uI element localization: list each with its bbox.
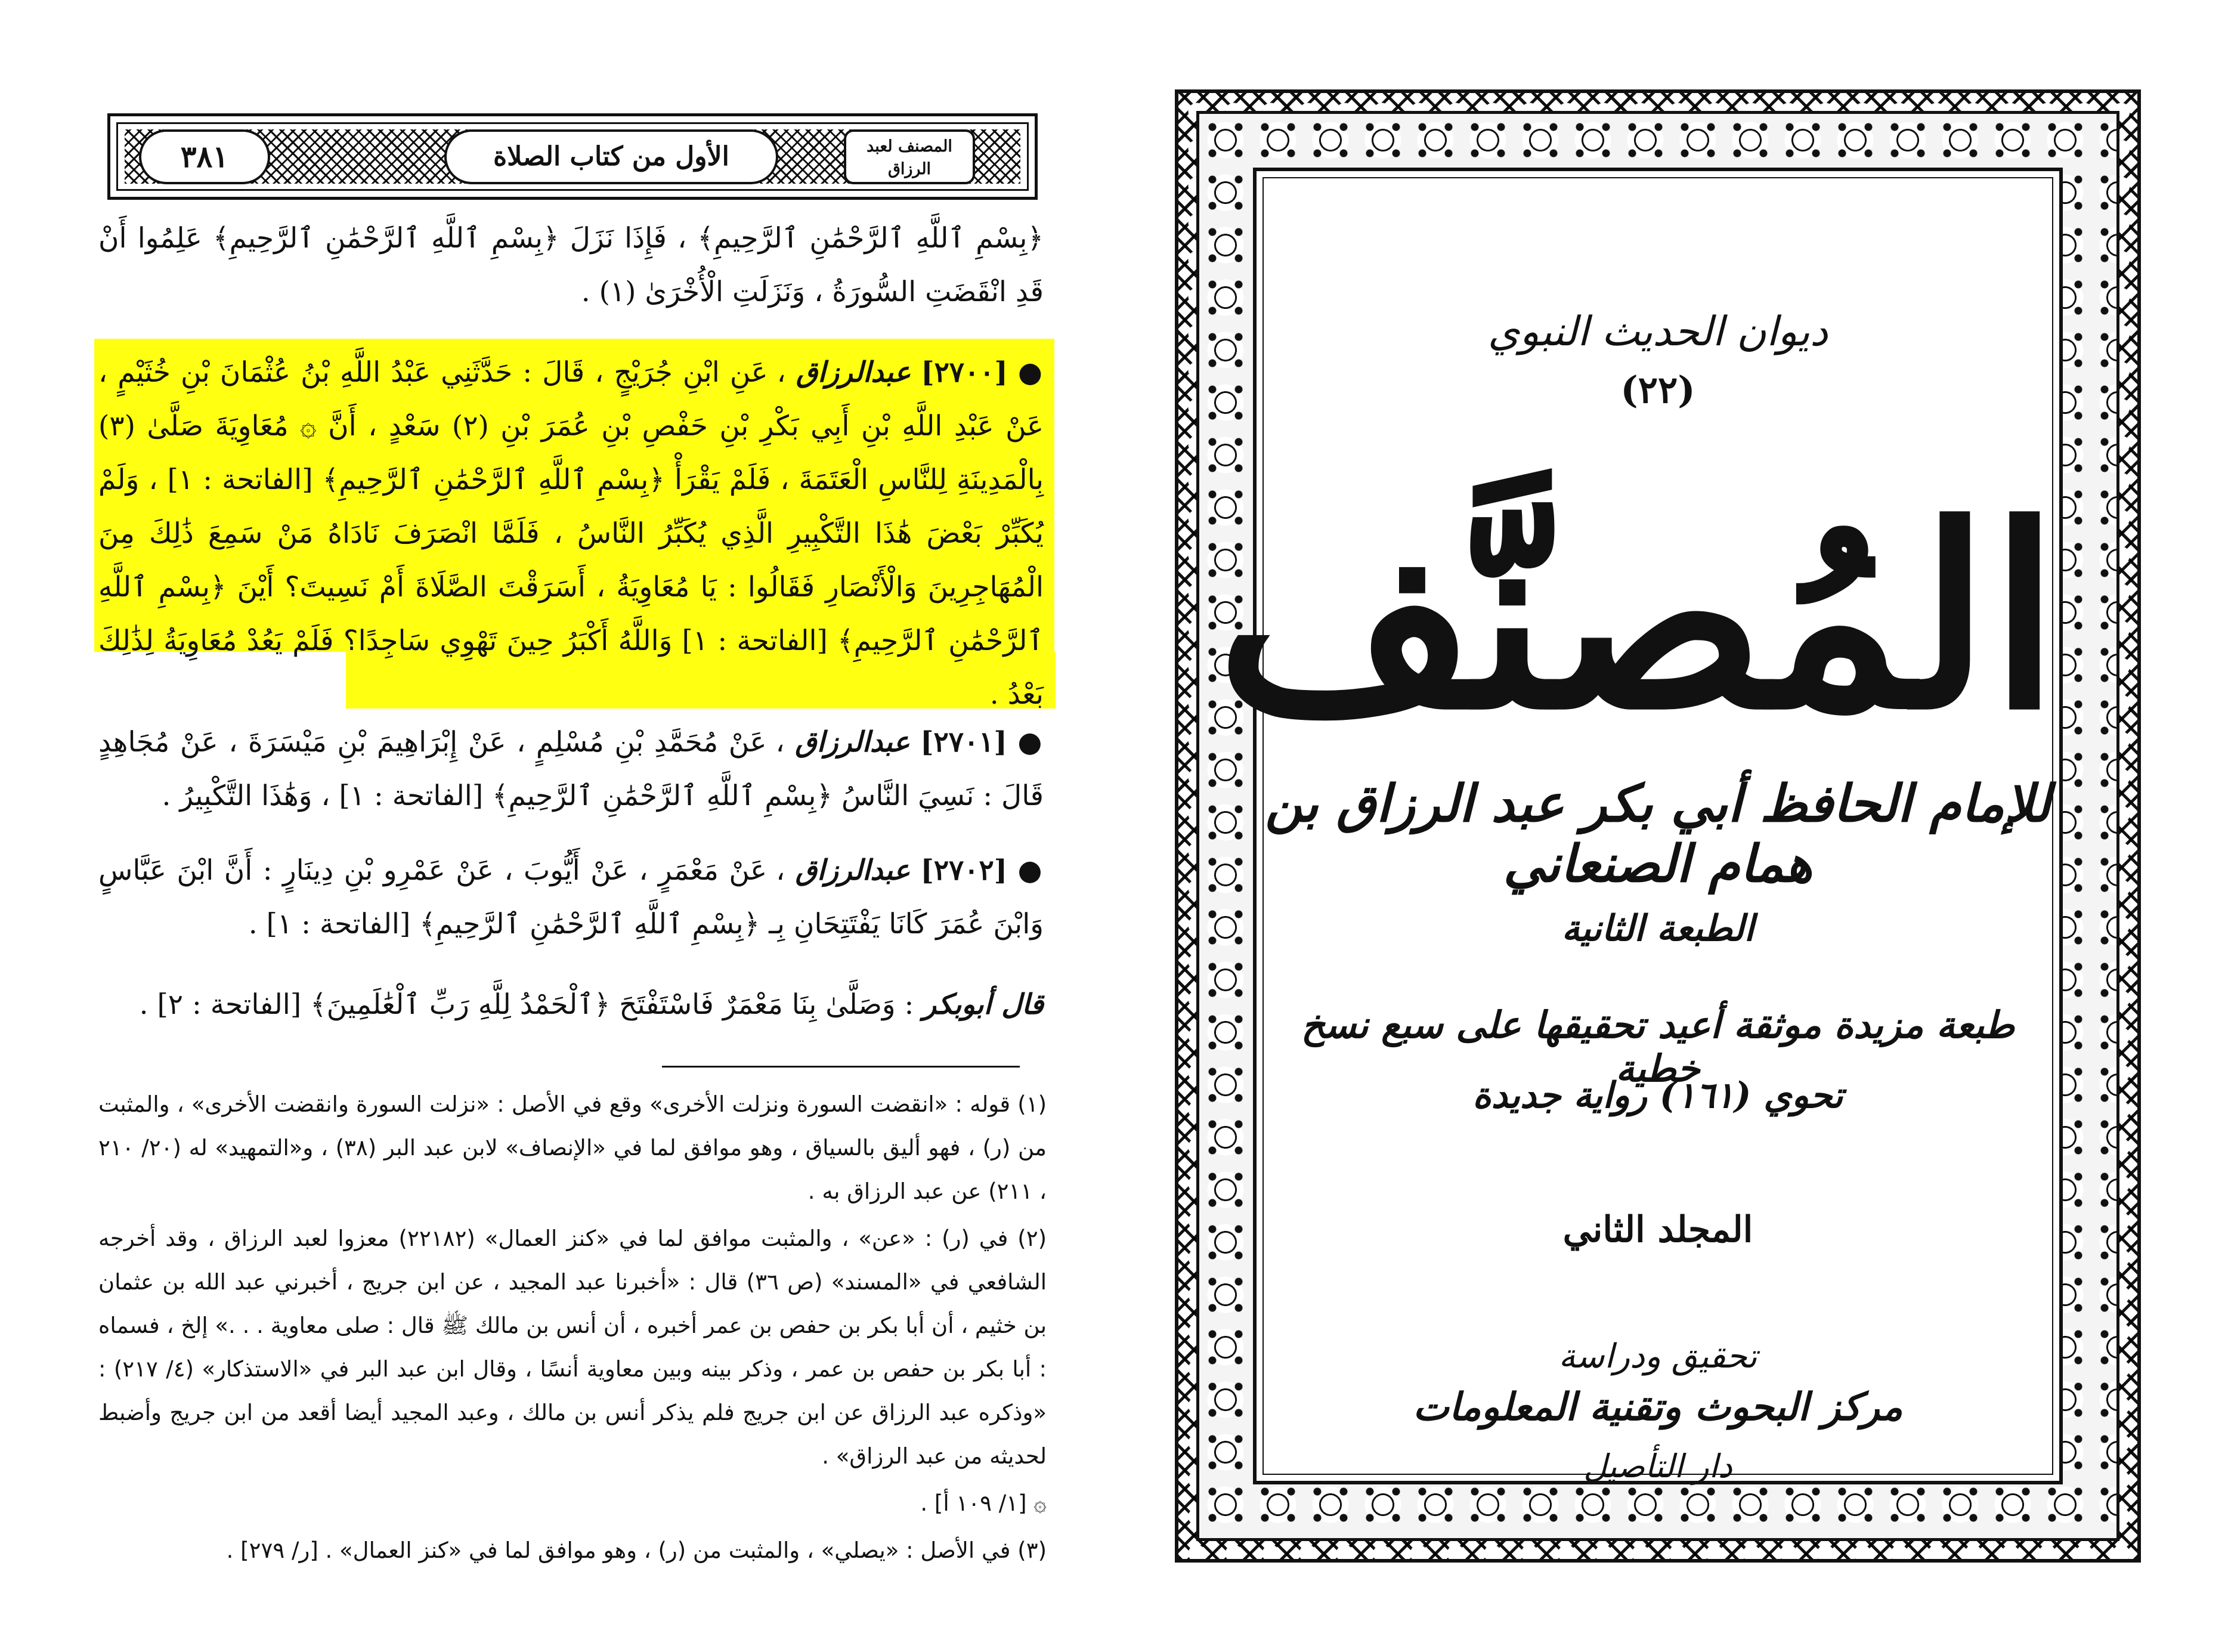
intro-text: ﴿بِسْمِ ٱللَّهِ ٱلرَّحْمَٰنِ ٱلرَّحِيمِ﴾ ، فَإِذَا نَزَلَ ﴿بِسْمِ ٱللَّهِ ٱلرَّحْمَٰنِ ٱلرَّحِيمِ﴾ عَلِمُوا أَنْ قَدِ انْقَضَتِ السُّورَةُ ، وَنَزَلَتِ الْأُخْرَىٰ (١) . — [98, 222, 1044, 308]
publisher-name: دار التأصيل — [1583, 1447, 1732, 1485]
footnote-3: (٣) في الأصل : «يصلي» ، والمثبت من (ر) ، وهو موافق لما في «كنز العمال» . [ر/ ٢٧٩] . — [226, 1537, 1047, 1563]
bullet: ● — [1017, 726, 1044, 759]
chapter-title: الأول من كتاب الصلاة — [444, 129, 778, 184]
footnotes — [98, 1082, 1047, 1576]
volume-label: المجلد الثاني — [1562, 1209, 1753, 1251]
intro-paragraph — [98, 212, 1044, 319]
title-page — [1133, 0, 2228, 1652]
footnote-divider — [662, 1066, 1020, 1068]
hadith-2700 — [98, 346, 1044, 722]
ornamental-border — [1175, 89, 2141, 1563]
footnote-2: (٢) في (ر) : «عن» ، والمثبت موافق لما في «كنز العمال» (٢٢١٨٢) معزوا لعبد الرزاق ، وقد أخرجه الشافعي في «المسند» (ص ٣٦) قال : «أخبرنا عبد المجيد ، عن ابن جريج ، أخبرني عبد الله بن عثمان بن خثيم ، أن أبا بكر بن حفص بن عمر أخبره ، أن أنس بن مالك ﷺ قال : صلى معاوية . . .» إلخ ، فسماه : أبا بكر بن حفص بن عمر ، وذكر بينه وبين معاوية أنسًا ، وقال ابن عبد البر في «الاستذكار» (٤/ ٢١٧) : «وذكره عبد الرزاق عن ابن جريج فلم يذكر أنس بن مالك ، وعبد المجيد أيضا أقعد من ابن جريج وأضبط لحديثه من عبد الرزاق» . — [98, 1226, 1047, 1469]
hadith-number: [٢٧٠١] — [920, 726, 1007, 759]
hadith-number: [٢٧٠٢] — [920, 854, 1008, 887]
research-center: مركز البحوث وتقنية المعلومات — [1413, 1385, 1903, 1430]
series-number: (٢٢) — [1620, 368, 1695, 412]
book-badge: المصنف لعبد الرزاق — [844, 129, 975, 184]
bullet: ● — [1017, 854, 1044, 887]
editing-label: تحقيق ودراسة — [1558, 1337, 1757, 1376]
cover-panel — [1216, 168, 2063, 1485]
author-name: للإمام الحافظ أبي بكر عبد الرزاق بن همام الصنعاني — [1265, 774, 2051, 894]
hadith-text: ، عَنِ ابْنِ جُرَيْجٍ ، قَالَ : حَدَّثَنِي عَبْدُ اللَّهِ بْنُ عُثْمَانَ بْنِ خُثَيْمٍ ، عَنْ عَبْدِ اللَّهِ بْنِ أَبِي بَكْرِ بْنِ حَفْصِ بْنِ عُمَرَ بْنِ (٢) سَعْدٍ ، أَنَّ ۞ مُعَاوِيَةَ صَلَّىٰ (٣) بِالْمَدِينَةِ لِلنَّاسِ الْعَتَمَةَ ، فَلَمْ يَقْرَأْ ﴿بِسْمِ ٱللَّهِ ٱلرَّحْمَٰنِ ٱلرَّحِيمِ﴾ [الفاتحة : ١] ، وَلَمْ يُكَبِّرْ بَعْضَ هَٰذَا التَّكْبِيرِ الَّذِي يُكَبِّرُ النَّاسُ ، فَلَمَّا انْصَرَفَ نَادَاهُ مَنْ سَمِعَ ذَٰلِكَ مِنَ الْمُهَاجِرِينَ وَالْأَنْصَارِ فَقَالُوا : يَا مُعَاوِيَةُ ، أَسَرَقْتَ الصَّلَاةَ أَمْ نَسِيتَ؟ أَيْنَ ﴿بِسْمِ ٱللَّهِ ٱلرَّحْمَٰنِ ٱلرَّحِيمِ﴾ [الفاتحة : ١] وَاللَّهُ أَكْبَرُ حِينَ تَهْوِي سَاجِدًا؟ فَلَمْ يَعُدْ مُعَاوِيَةُ لِذَٰلِكَ بَعْدُ . — [98, 356, 1044, 711]
bullet: ● — [1017, 356, 1044, 389]
footnote-1: (١) قوله : «انقضت السورة ونزلت الأخرى» وقع في الأصل : «نزلت السورة وانقضت الأخرى» ، والمثبت من (ر) ، فهو أليق بالسياق ، وهو موافق لما في «الإنصاف» لابن عبد البر (٣٨) ، و«التمهيد» له (٢٠/ ٢١٠ ، ٢١١) عن عبد الرزاق به . — [98, 1091, 1047, 1204]
hadith-text: ، عَنْ مَعْمَرٍ ، عَنْ أَيُّوبَ ، عَنْ عَمْرِو بْنِ دِينَارٍ : أَنَّ ابْنَ عَبَّاسٍ وَابْنَ عُمَرَ كَانَا يَفْتَتِحَانِ بِـ ﴿بِسْمِ ٱللَّهِ ٱلرَّحْمَٰنِ ٱلرَّحِيمِ﴾ [الفاتحة : ١] . — [98, 854, 1044, 941]
hadith-text: ، عَنْ مُحَمَّدِ بْنِ مُسْلِمٍ ، عَنْ إِبْرَاهِيمَ بْنِ مَيْسَرَةَ ، عَنْ مُجَاهِدٍ قَالَ : نَسِيَ النَّاسُ ﴿بِسْمِ ٱللَّهِ ٱلرَّحْمَٰنِ ٱلرَّحِيمِ﴾ [الفاتحة : ١] ، وَهَٰذَا التَّكْبِيرُ . — [98, 726, 1044, 812]
note-label: قال أبوبكر — [923, 988, 1044, 1021]
edition-description: طبعة مزيدة موثقة أعيد تحقيقها على سبع نسخ خطية — [1301, 1003, 2015, 1090]
abu-bakr-note — [98, 978, 1044, 1032]
contents-note: تحوي (١٦١) رواية جديدة — [1472, 1075, 1843, 1116]
running-header — [107, 113, 1038, 200]
series-title: ديوان الحديث النبوي — [1487, 308, 1828, 355]
manuscript-marker: ۞ [١/ ١٠٩ أ] . — [920, 1490, 1047, 1516]
hadith-author: عبدالرزاق — [795, 854, 911, 887]
hadith-author: عبدالرزاق — [796, 356, 911, 389]
hadith-2702 — [98, 844, 1044, 951]
book-title: المُصنَّف — [1216, 471, 2059, 765]
page-number: ٣٨١ — [139, 129, 270, 184]
hadith-number: [٢٧٠٠] — [921, 356, 1008, 389]
hadith-2701 — [98, 716, 1044, 823]
hadith-author: عبدالرزاق — [795, 726, 910, 759]
edition-label: الطبعة الثانية — [1561, 908, 1754, 949]
note-text: : وَصَلَّىٰ بِنَا مَعْمَرٌ فَاسْتَفْتَحَ ﴿ٱلْحَمْدُ لِلَّهِ رَبِّ ٱلْعَٰلَمِينَ﴾ [الفاتحة : ٢] . — [139, 988, 914, 1021]
